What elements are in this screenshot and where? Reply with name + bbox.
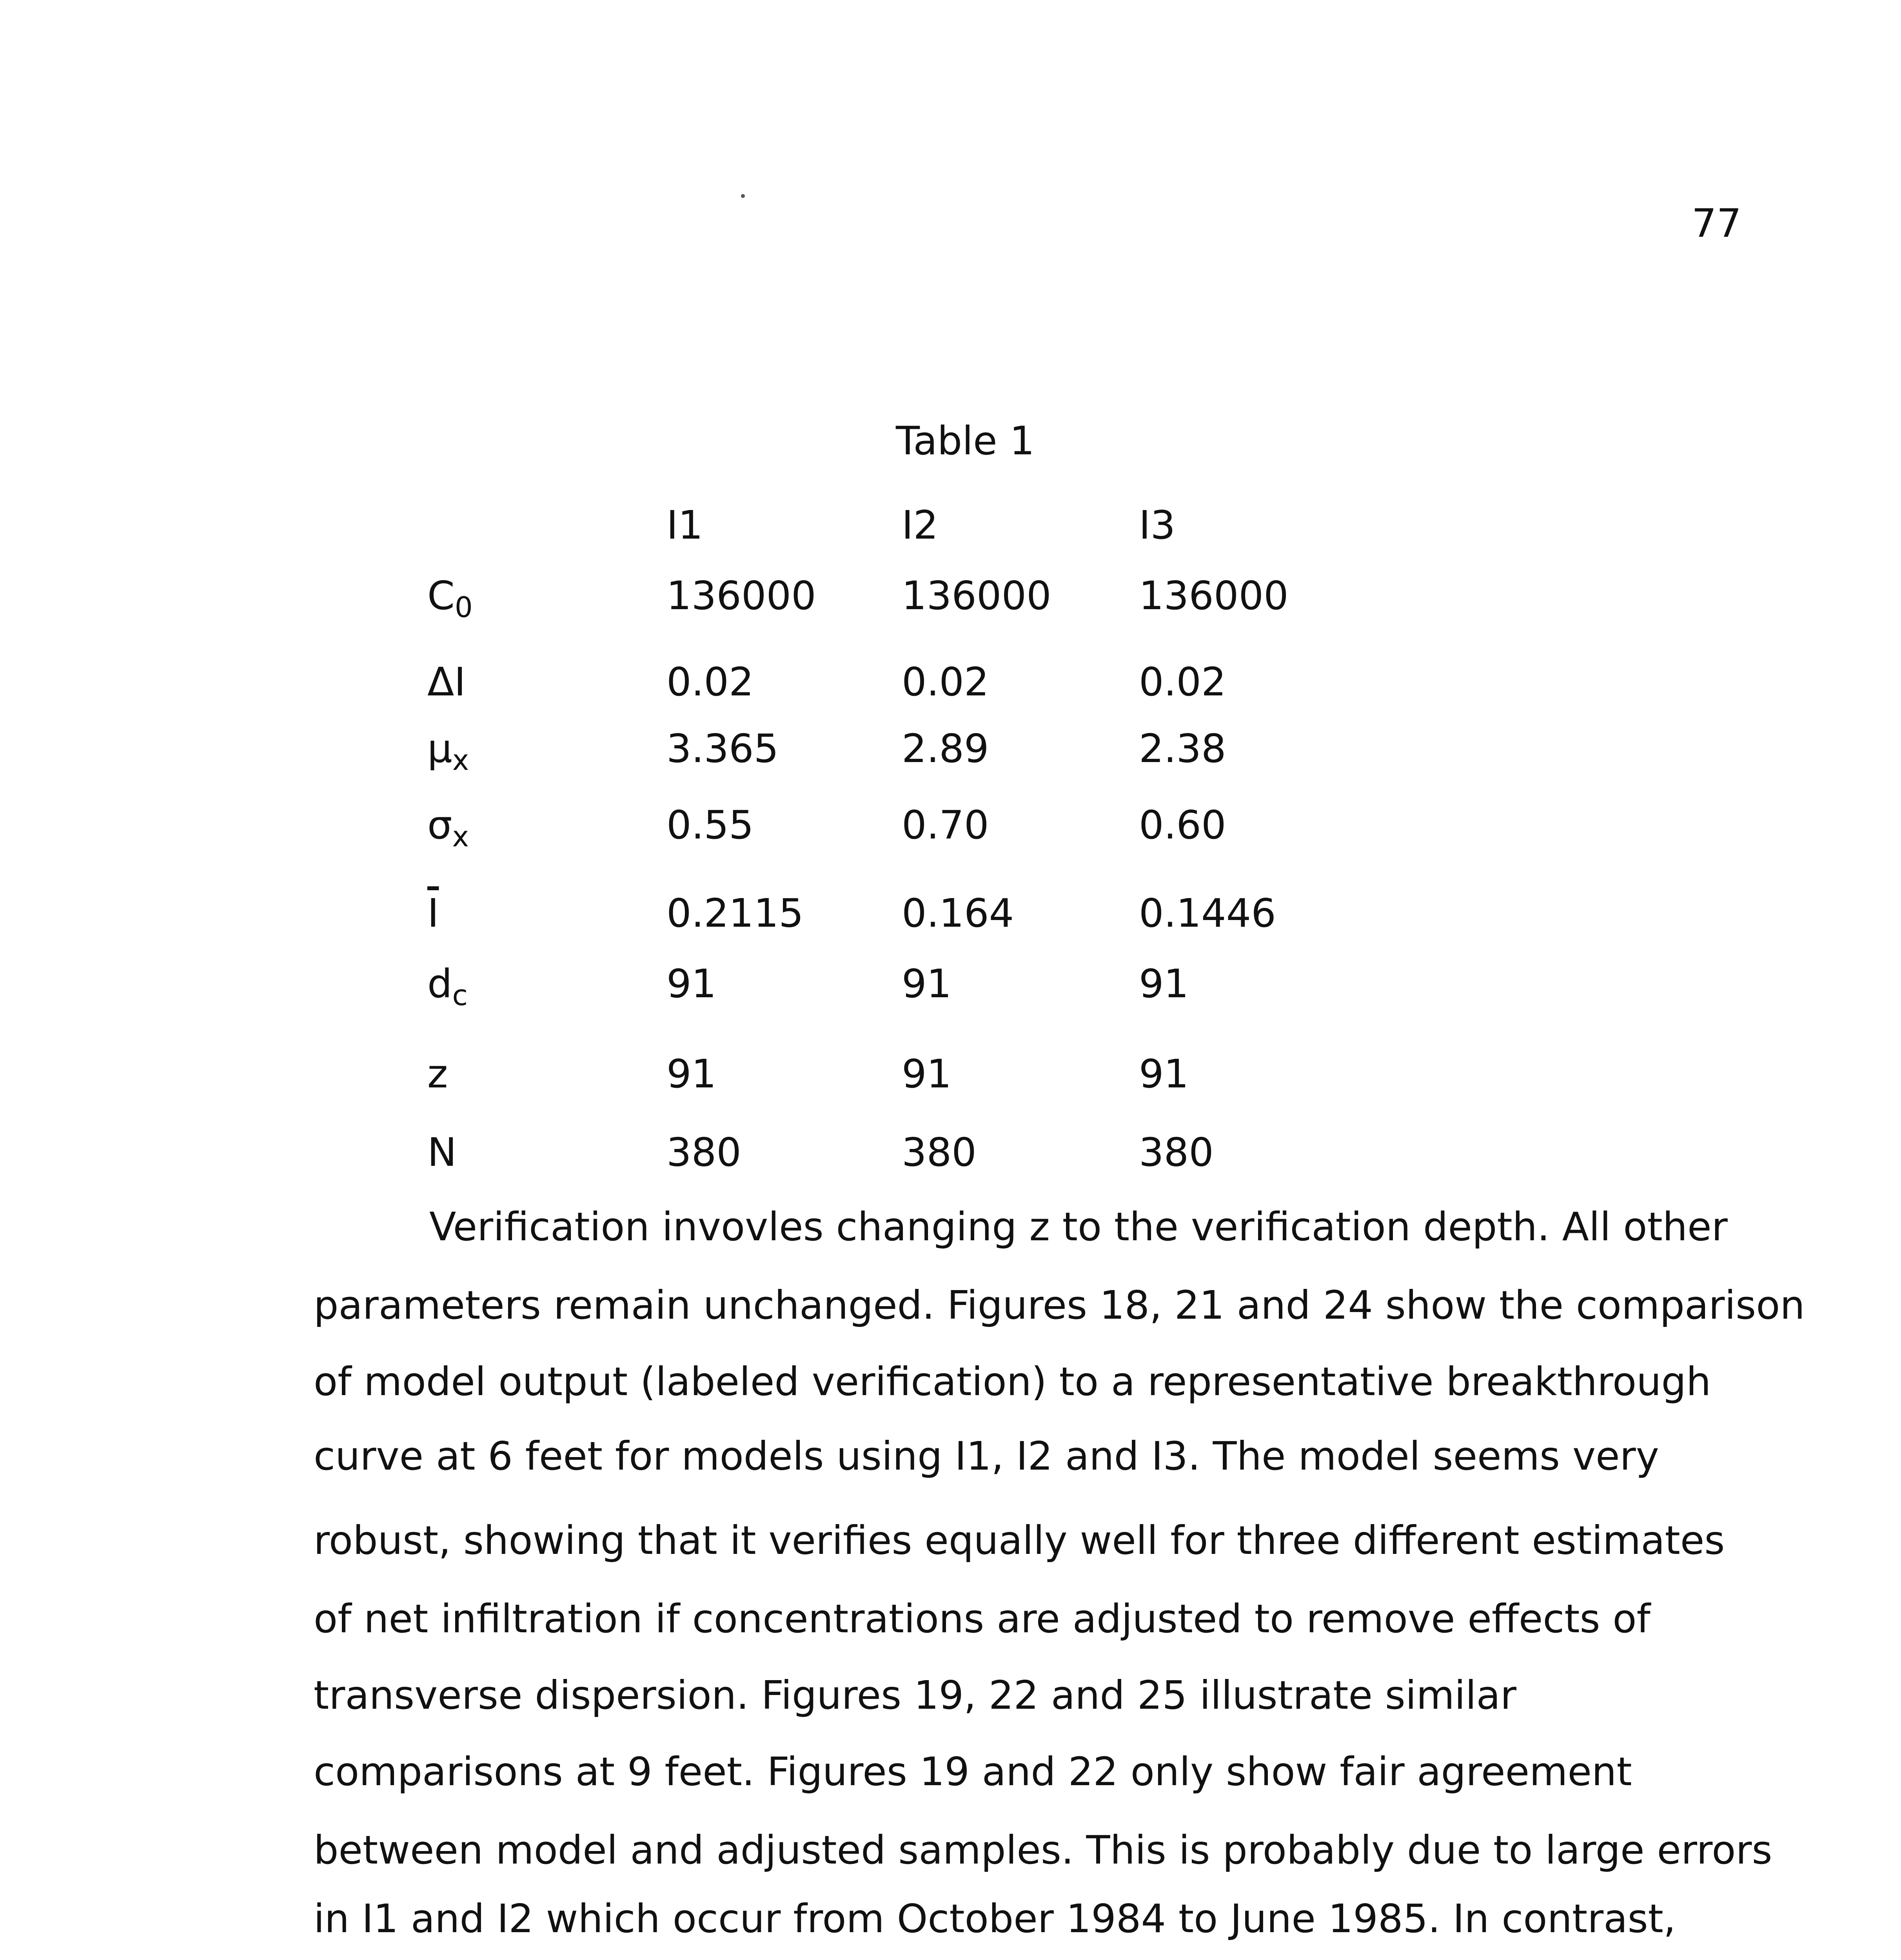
symbol-main: z <box>427 1051 448 1097</box>
table-cell: 380 <box>1139 1129 1214 1175</box>
column-header: I1 <box>666 502 703 548</box>
body-line: of net infiltration if concentrations are adjusted to remove effects of <box>314 1596 1650 1642</box>
table-row <box>0 961 1901 1012</box>
table-row <box>0 890 1901 941</box>
symbol-main: N <box>427 1129 457 1175</box>
symbol-main: ΔI <box>427 659 466 705</box>
table-cell: 136000 <box>902 573 1051 619</box>
row-symbol <box>427 961 468 1012</box>
table-cell: 91 <box>902 1051 952 1097</box>
symbol-subscript: x <box>452 820 469 853</box>
body-line: parameters remain unchanged. Figures 18, 21 and 24 show the comparison <box>314 1282 1805 1328</box>
row-symbol <box>427 573 473 624</box>
page-number: 77 <box>1692 200 1742 246</box>
table-cell: 91 <box>902 961 952 1007</box>
table-cell: 380 <box>902 1129 977 1175</box>
table-cell: 91 <box>666 1051 717 1097</box>
body-line: transverse dispersion. Figures 19, 22 and 25 illustrate similar <box>314 1672 1517 1718</box>
body-line: Verification invovles changing z to the verification depth. All other <box>429 1204 1728 1250</box>
symbol-main: C <box>427 573 455 619</box>
body-line: of model output (labeled verification) to a representative breakthrough <box>314 1359 1711 1405</box>
table-cell: 380 <box>666 1129 741 1175</box>
table-title: Table 1 <box>896 418 1035 464</box>
table-cell: 2.89 <box>902 726 989 771</box>
table-row <box>0 573 1901 624</box>
symbol-main: μ <box>427 726 452 771</box>
table-cell: 91 <box>1139 1051 1189 1097</box>
table-cell: 0.02 <box>1139 659 1226 705</box>
table-cell: 3.365 <box>666 726 779 771</box>
column-header: I2 <box>902 502 939 548</box>
row-symbol <box>427 890 439 936</box>
symbol-subscript: x <box>452 744 469 777</box>
body-line: in I1 and I2 which occur from October 1984 to June 1985. In contrast, <box>314 1896 1676 1942</box>
symbol-main: σ <box>427 802 452 848</box>
symbol-subscript: c <box>452 979 468 1012</box>
table-cell: 91 <box>1139 961 1189 1007</box>
table-cell: 0.02 <box>666 659 754 705</box>
table-cell: 0.1446 <box>1139 890 1276 936</box>
row-symbol <box>427 1051 448 1097</box>
table-header-row <box>0 502 1901 553</box>
table-cell: 0.02 <box>902 659 989 705</box>
table-row <box>0 659 1901 710</box>
table-row <box>0 802 1901 853</box>
row-symbol <box>427 659 466 705</box>
symbol-main: $\overline{I}$ <box>427 890 439 936</box>
table-cell: 2.38 <box>1139 726 1226 771</box>
row-symbol <box>427 802 469 853</box>
table-cell: 0.60 <box>1139 802 1226 848</box>
scan-speck <box>741 194 745 198</box>
table-cell: 0.2115 <box>666 890 804 936</box>
symbol-subscript: 0 <box>454 591 473 624</box>
row-symbol <box>427 726 469 777</box>
symbol-main: d <box>427 961 452 1007</box>
table-cell: 136000 <box>1139 573 1289 619</box>
table-row <box>0 1051 1901 1102</box>
table-row <box>0 726 1901 777</box>
body-line: robust, showing that it verifies equally well for three different estimates <box>314 1517 1725 1563</box>
table-cell: 0.164 <box>902 890 1014 936</box>
body-line: between model and adjusted samples. This is probably due to large errors <box>314 1827 1772 1873</box>
table-cell: 0.55 <box>666 802 754 848</box>
table-cell: 91 <box>666 961 717 1007</box>
column-header: I3 <box>1139 502 1176 548</box>
body-line: comparisons at 9 feet. Figures 19 and 22 only show fair agreement <box>314 1749 1632 1795</box>
table-cell: 0.70 <box>902 802 989 848</box>
body-line: curve at 6 feet for models using I1, I2 and I3. The model seems very <box>314 1433 1659 1479</box>
table-cell: 136000 <box>666 573 816 619</box>
table-row <box>0 1129 1901 1180</box>
row-symbol <box>427 1129 457 1175</box>
